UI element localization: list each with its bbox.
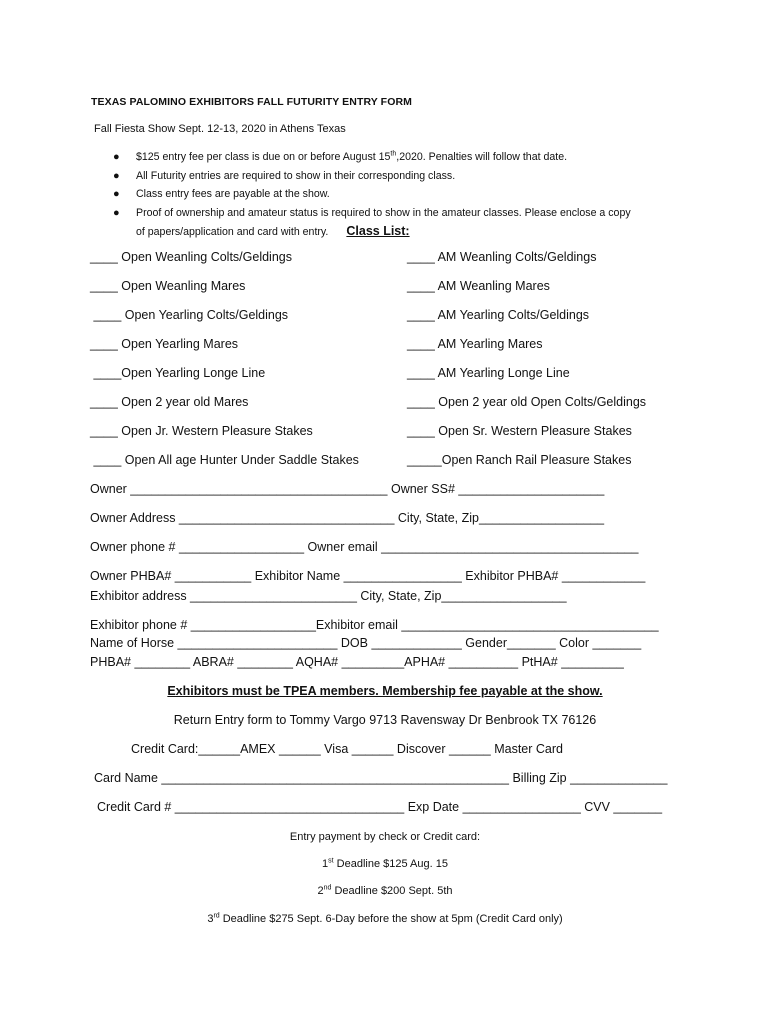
class-open-yearling-colts[interactable]: ____ Open Yearling Colts/Geldings [90, 308, 289, 322]
membership-notice: Exhibitors must be TPEA members. Membership fee payable at the show. [167, 684, 603, 698]
class-open-jr-western-pleasure[interactable]: ____ Open Jr. Western Pleasure Stakes [90, 424, 313, 438]
card-number-field[interactable]: Credit Card # _________________________________ Exp Date _________________ CVV _______ [97, 800, 663, 814]
class-am-yearling-mares[interactable]: ____ AM Yearling Mares [407, 337, 543, 351]
class-open-yearling-longe-line[interactable]: ____Open Yearling Longe Line [90, 366, 266, 380]
class-open-ranch-rail-pleasure[interactable]: _____Open Ranch Rail Pleasure Stakes [407, 453, 632, 467]
class-open-hunter-under-saddle[interactable]: ____ Open All age Hunter Under Saddle Stakes [90, 453, 359, 467]
payment-intro: Entry payment by check or Credit card: [289, 831, 481, 843]
class-open-weanling-colts[interactable]: ____ Open Weanling Colts/Geldings [90, 250, 292, 264]
rules-list [92, 148, 692, 242]
horse-field[interactable]: Name of Horse _______________________ DOB _____________ Gender_______ Color _______ [90, 636, 642, 650]
deadline-3: 3rd Deadline $275 Sept. 6-Day before the show at 5pm (Credit Card only) [207, 912, 563, 925]
list-item: ● $125 entry fee per class is due on or before August 15th,2020. Penalties will follow that date. [92, 148, 692, 167]
list-item: ● Class entry fees are payable at the show. [92, 185, 692, 204]
deadline-2: 2nd Deadline $200 Sept. 5th [317, 884, 453, 897]
card-name-field[interactable]: Card Name __________________________________________________ Billing Zip ______________ [94, 771, 668, 785]
bullet-icon: ● [113, 206, 120, 219]
bullet-icon: ● [113, 169, 120, 182]
class-am-weanling-colts[interactable]: ____ AM Weanling Colts/Geldings [407, 250, 597, 264]
bullet-icon: ● [113, 151, 120, 163]
owner-field[interactable]: Owner _____________________________________ Owner SS# _____________________ [90, 482, 605, 496]
class-open-yearling-mares[interactable]: ____ Open Yearling Mares [90, 337, 239, 351]
class-open-weanling-mares[interactable]: ____ Open Weanling Mares [90, 279, 246, 293]
list-item: ● Proof of ownership and amateur status is required to show in the amateur classes. Please enclose a copy of papers/application and card with entry. Class List: [92, 204, 692, 242]
class-open-2yo-mares[interactable]: ____ Open 2 year old Mares [90, 395, 249, 409]
registration-numbers-field[interactable]: PHBA# ________ ABRA# ________ AQHA# _________APHA# __________ PtHA# _________ [90, 655, 624, 669]
exhibitor-address-field[interactable]: Exhibitor address ________________________ City, State, Zip__________________ [90, 589, 567, 603]
credit-card-type-field[interactable]: Credit Card:______AMEX ______ Visa ______ Discover ______ Master Card [131, 742, 563, 756]
owner-phone-field[interactable]: Owner phone # __________________ Owner email _____________________________________ [90, 540, 639, 554]
class-am-yearling-longe-line[interactable]: ____ AM Yearling Longe Line [407, 366, 570, 380]
class-am-yearling-colts[interactable]: ____ AM Yearling Colts/Geldings [407, 308, 590, 322]
deadline-1: 1st Deadline $125 Aug. 15 [322, 857, 448, 870]
owner-phba-field[interactable]: Owner PHBA# ___________ Exhibitor Name _________________ Exhibitor PHBA# ____________ [90, 569, 646, 583]
exhibitor-phone-field[interactable]: Exhibitor phone # __________________Exhibitor email _____________________________________ [90, 618, 659, 632]
class-open-2yo-colts[interactable]: ____ Open 2 year old Open Colts/Geldings [407, 395, 647, 409]
bullet-icon: ● [113, 188, 120, 200]
show-info: Fall Fiesta Show Sept. 12-13, 2020 in Athens Texas [94, 123, 346, 135]
return-address: Return Entry form to Tommy Vargo 9713 Ravensway Dr Benbrook TX 76126 [173, 713, 597, 727]
class-am-weanling-mares[interactable]: ____ AM Weanling Mares [407, 279, 550, 293]
class-list-heading: Class List: [346, 224, 410, 238]
class-open-sr-western-pleasure[interactable]: ____ Open Sr. Western Pleasure Stakes [407, 424, 632, 438]
owner-address-field[interactable]: Owner Address _______________________________ City, State, Zip__________________ [90, 511, 605, 525]
list-item: ● All Futurity entries are required to show in their corresponding class. [92, 167, 692, 186]
form-title: TEXAS PALOMINO EXHIBITORS FALL FUTURITY ENTRY FORM [91, 96, 412, 108]
